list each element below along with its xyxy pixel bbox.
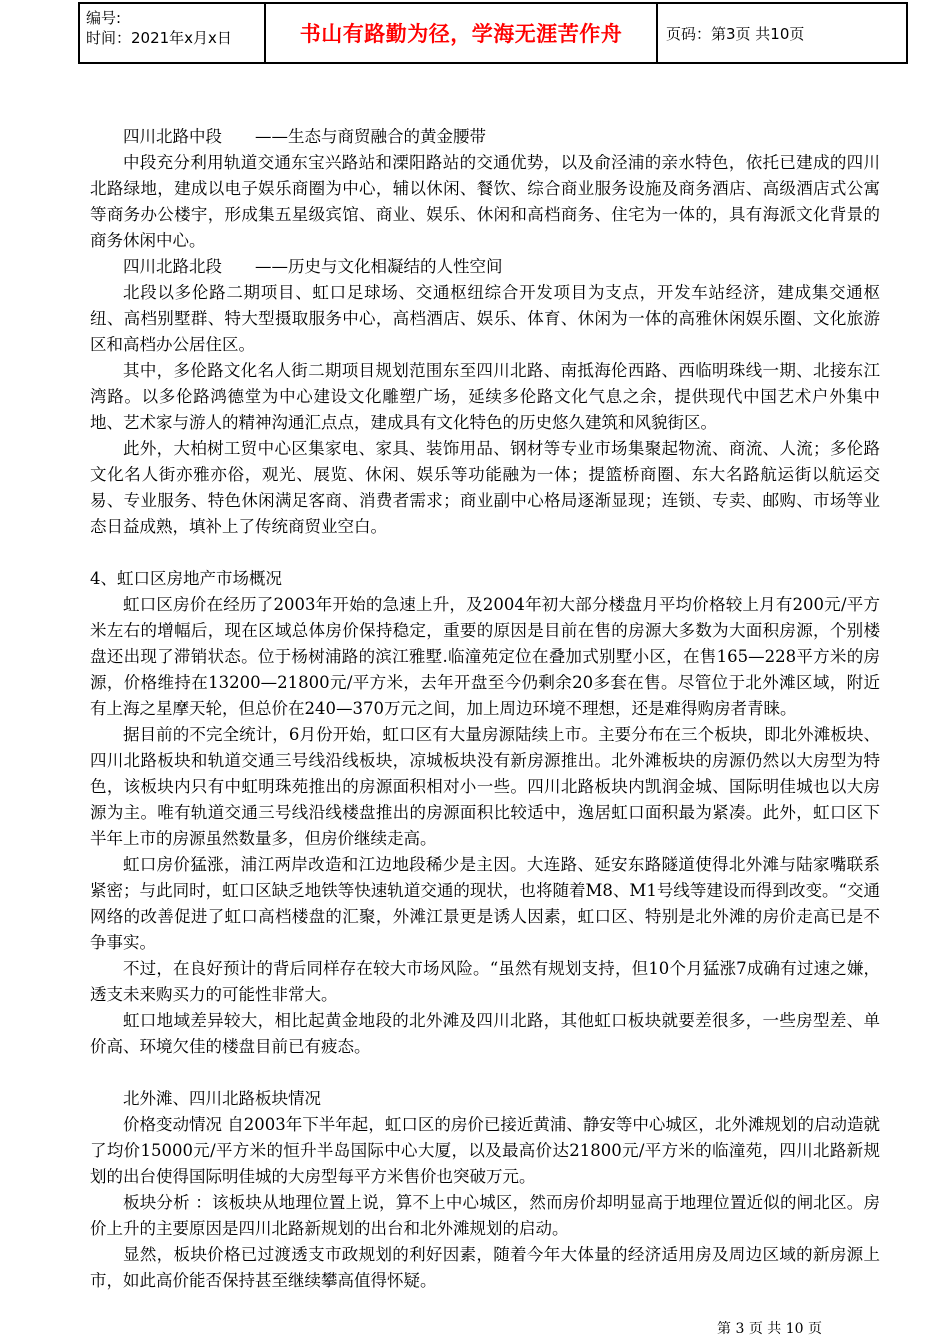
header-motto-cell: [266, 4, 658, 62]
document-number-label: 编号:: [86, 9, 122, 27]
paragraph: 虹口区房价在经历了2003年开始的急速上升，及2004年初大部分楼盘月平均价格较上月有200元/平方米左右的增幅后，现在区域总体房价保持稳定，重要的原因是目前在售的房源大多数为大面积房源，个别楼盘还出现了滞销状态。位于杨树浦路的滨江雅墅.临潼苑定位在叠加式别墅小区，在售165—228平方米的房源，价格维持在13200—21800元/平方米，去年开盘至今仍剩余20多套在售。尽管位于北外滩区域，附近有上海之星摩天轮，但总价在240—370万元之间，加上周边环境不理想，还是难得购房者青睐。: [90, 595, 880, 718]
paragraph: 北段以多伦路二期项目、虹口足球场、交通枢纽综合开发项目为支点，开发车站经济，建成集交通枢纽、高档别墅群、特大型摄取服务中心，高档酒店、娱乐、体育、休闲为一体的高雅休闲娱乐圈、文化旅游区和高档办公居住区。: [90, 283, 880, 354]
paragraph-spacer: [90, 540, 880, 566]
paragraph: 四川北路北段 ——历史与文化相凝结的人性空间: [123, 257, 503, 276]
paragraph: 不过，在良好预计的背后同样存在较大市场风险。“虽然有规划支持，但10个月猛涨7成确有过速之嫌，透支未来购买力的可能性非常大。: [90, 959, 880, 1004]
paragraph: 4、虹口区房地产市场概况: [90, 569, 282, 588]
header-left-cell: [80, 4, 266, 62]
paragraph: 虹口房价猛涨，浦江两岸改造和江边地段稀少是主因。大连路、延安东路隧道使得北外滩与陆家嘴联系紧密；与此同时，虹口区缺乏地铁等快速轨道交通的现状，也将随着M8、M1号线等建设而得到改变。“交通网络的改善促进了虹口高档楼盘的汇聚，外滩江景更是诱人因素，虹口区、特别是北外滩的房价走高已是不争事实。: [90, 855, 880, 952]
document-time-label: 时间：2021年x月x日: [86, 29, 232, 47]
document-body: [90, 124, 880, 1294]
header-table: [78, 2, 908, 64]
paragraph: 此外，大柏树工贸中心区集家电、家具、装饰用品、钢材等专业市场集聚起物流、商流、人流；多伦路文化名人街亦雅亦俗，观光、展览、休闲、娱乐等功能融为一体；提篮桥商圈、东大名路航运街以航运交易、专业服务、特色休闲满足客商、消费者需求；商业副中心格局逐渐显现；连锁、专卖、邮购、市场等业态日益成熟，填补上了传统商贸业空白。: [90, 439, 880, 536]
paragraph: 其中，多伦路文化名人街二期项目规划范围东至四川北路、南抵海伦西路、西临明珠线一期、北接东江湾路。以多伦路鸿德堂为中心建设文化雕塑广场，延续多伦路文化气息之余，提供现代中国艺术户外集中地、艺术家与游人的精神沟通汇点点，建成具有文化特色的历史悠久建筑和风貌街区。: [90, 361, 880, 432]
page-footer: 第 3 页 共 10 页: [717, 1321, 822, 1337]
header-page-info: 页码：第3页 共10页: [666, 24, 805, 43]
paragraph: 虹口地域差异较大，相比起黄金地段的北外滩及四川北路，其他虹口板块就要差很多，一些房型差、单价高、环境欠佳的楼盘目前已有疲态。: [90, 1011, 880, 1056]
paragraph: 北外滩、四川北路板块情况: [123, 1089, 321, 1108]
paragraph: 价格变动情况 自2003年下半年起，虹口区的房价已接近黄浦、静安等中心城区，北外滩规划的启动造就了均价15000元/平方米的恒升半岛国际中心大厦，以及最高价达21800元/平方米的临潼苑，四川北路新规划的出台使得国际明佳城的大房型每平方米售价也突破万元。: [90, 1115, 880, 1186]
paragraph: 显然，板块价格已过渡透支市政规划的利好因素，随着今年大体量的经济适用房及周边区域的新房源上市，如此高价能否保持甚至继续攀高值得怀疑。: [90, 1245, 880, 1290]
header-motto: 书山有路勤为径，学海无涯苦作舟: [299, 22, 623, 46]
paragraph: 中段充分利用轨道交通东宝兴路站和溧阳路站的交通优势，以及俞泾浦的亲水特色，依托已建成的四川北路绿地，建成以电子娱乐商圈为中心，辅以休闲、餐饮、综合商业服务设施及商务酒店、高级酒店式公寓等商务办公楼宇，形成集五星级宾馆、商业、娱乐、休闲和高档商务、住宅为一体的，具有海派文化背景的商务休闲中心。: [90, 153, 880, 250]
paragraph-spacer: [90, 1060, 880, 1086]
paragraph: 板块分析 ：该板块从地理位置上说，算不上中心城区，然而房价却明显高于地理位置近似的闸北区。房价上升的主要原因是四川北路新规划的出台和北外滩规划的启动。: [90, 1193, 880, 1238]
paragraph: 四川北路中段 ——生态与商贸融合的黄金腰带: [123, 127, 486, 146]
paragraph: 据目前的不完全统计，6月份开始，虹口区有大量房源陆续上市。主要分布在三个板块，即北外滩板块、四川北路板块和轨道交通三号线沿线板块，凉城板块没有新房源推出。北外滩板块的房源仍然以大房型为特色，该板块内只有中虹明珠苑推出的房源面积相对小一些。四川北路板块内凯润金城、国际明佳城也以大房源为主。唯有轨道交通三号线沿线楼盘推出的房源面积比较适中，逸居虹口面积最为紧凑。此外，虹口区下半年上市的房源虽然数量多，但房价继续走高。: [90, 725, 880, 848]
